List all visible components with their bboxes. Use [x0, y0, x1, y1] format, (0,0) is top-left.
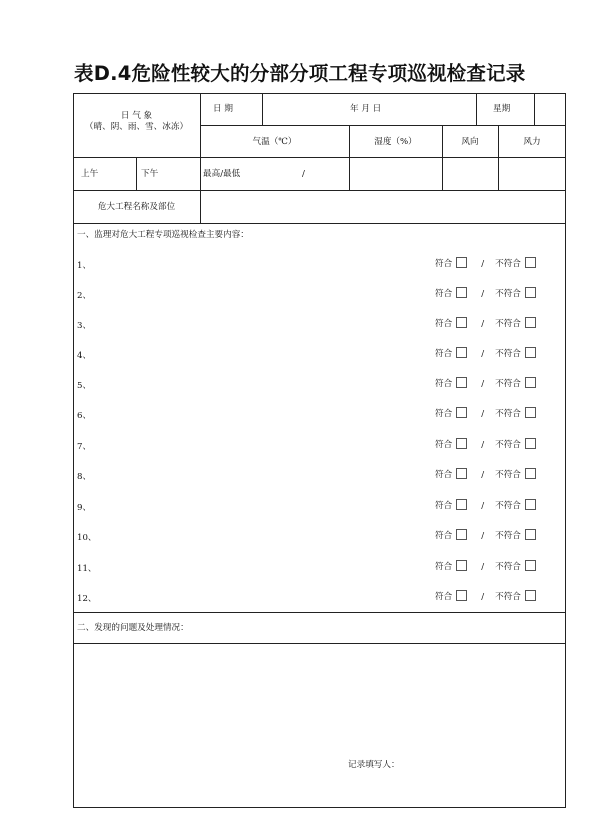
option-separator: / [481, 379, 485, 389]
section-divider-1 [73, 612, 566, 613]
option-separator: / [481, 592, 485, 602]
weather-options-label: （晴、阴、雨、雪、冰冻） [84, 122, 189, 132]
comply-checkbox[interactable] [456, 317, 467, 328]
afternoon-label: 下午 [141, 169, 159, 179]
comply-checkbox[interactable] [456, 377, 467, 388]
check-item-row [73, 317, 566, 331]
col-divider-date-label [262, 93, 263, 125]
check-item-number: 11、 [77, 564, 97, 574]
noncomply-checkbox[interactable] [525, 499, 536, 510]
option-separator: / [481, 440, 485, 450]
noncomply-checkbox[interactable] [525, 590, 536, 601]
check-item-number: 7、 [77, 442, 92, 452]
comply-label: 符合 [435, 440, 453, 450]
check-options [435, 317, 536, 329]
check-item-row [73, 560, 566, 574]
check-item-number: 3、 [77, 321, 92, 331]
header-divider-4 [73, 223, 566, 224]
problems-handling-field[interactable] [79, 649, 559, 759]
project-name-label: 危大工程名称及部位 [97, 202, 176, 212]
comply-checkbox[interactable] [456, 560, 467, 571]
option-separator: / [481, 289, 485, 299]
comply-checkbox[interactable] [456, 287, 467, 298]
high-low-temperature-label: 最高/最低 [203, 169, 241, 179]
section-1-title: 一、监理对危大工程专项巡视检查主要内容： [77, 230, 249, 240]
comply-checkbox[interactable] [456, 590, 467, 601]
check-item-row [73, 468, 566, 482]
section-2-title: 二、发现的问题及处理情况： [77, 623, 189, 633]
check-options [435, 287, 536, 299]
check-item-number: 4、 [77, 351, 92, 361]
col-divider-wind-direction [442, 125, 443, 190]
noncomply-label: 不符合 [495, 379, 521, 389]
table-border-top [73, 93, 566, 94]
comply-checkbox[interactable] [456, 438, 467, 449]
check-options [435, 590, 536, 602]
comply-label: 符合 [435, 289, 453, 299]
noncomply-checkbox[interactable] [525, 377, 536, 388]
table-border-bottom [73, 807, 566, 808]
recorder-field[interactable] [408, 757, 548, 771]
check-item-number: 9、 [77, 503, 92, 513]
col-divider-morning [136, 157, 137, 190]
comply-label: 符合 [435, 349, 453, 359]
header-divider-1 [200, 125, 566, 126]
page-title: 表D.4危险性较大的分部分项工程专项巡视检查记录 [74, 62, 526, 85]
noncomply-checkbox[interactable] [525, 257, 536, 268]
comply-label: 符合 [435, 409, 453, 419]
noncomply-checkbox[interactable] [525, 529, 536, 540]
check-item-number: 6、 [77, 411, 92, 421]
noncomply-checkbox[interactable] [525, 287, 536, 298]
wind-direction-label: 风向 [461, 137, 479, 147]
check-item-row [73, 407, 566, 421]
weather-label: 日 气 象 [120, 111, 153, 121]
date-value-field[interactable]: 年 月 日 [350, 104, 382, 114]
noncomply-label: 不符合 [495, 470, 521, 480]
check-item-row [73, 347, 566, 361]
inspection-record-form [73, 93, 566, 808]
check-options [435, 438, 536, 450]
option-separator: / [481, 531, 485, 541]
comply-label: 符合 [435, 592, 453, 602]
check-item-number: 10、 [77, 533, 97, 543]
header-divider-3 [73, 190, 566, 191]
option-separator: / [481, 562, 485, 572]
high-low-separator: / [302, 169, 305, 179]
check-options [435, 257, 536, 269]
noncomply-label: 不符合 [495, 440, 521, 450]
col-divider-weather [200, 93, 201, 223]
noncomply-checkbox[interactable] [525, 317, 536, 328]
noncomply-label: 不符合 [495, 531, 521, 541]
option-separator: / [481, 349, 485, 359]
comply-label: 符合 [435, 501, 453, 511]
noncomply-label: 不符合 [495, 409, 521, 419]
check-options [435, 377, 536, 389]
noncomply-checkbox[interactable] [525, 560, 536, 571]
check-options [435, 560, 536, 572]
comply-label: 符合 [435, 319, 453, 329]
check-item-number: 12、 [77, 594, 97, 604]
comply-label: 符合 [435, 379, 453, 389]
noncomply-checkbox[interactable] [525, 438, 536, 449]
option-separator: / [481, 319, 485, 329]
noncomply-label: 不符合 [495, 319, 521, 329]
comply-checkbox[interactable] [456, 499, 467, 510]
check-options [435, 407, 536, 419]
check-item-number: 1、 [77, 261, 92, 271]
comply-checkbox[interactable] [456, 347, 467, 358]
check-item-row [73, 438, 566, 452]
col-divider-weekday-label [476, 93, 477, 125]
check-item-row [73, 257, 566, 271]
check-options [435, 499, 536, 511]
check-item-number: 8、 [77, 472, 92, 482]
noncomply-label: 不符合 [495, 349, 521, 359]
comply-label: 符合 [435, 470, 453, 480]
noncomply-label: 不符合 [495, 259, 521, 269]
check-item-row [73, 590, 566, 604]
project-name-field[interactable] [205, 195, 560, 219]
col-divider-wind-force [498, 125, 499, 190]
col-divider-humidity [349, 125, 350, 190]
comply-checkbox[interactable] [456, 468, 467, 479]
option-separator: / [481, 501, 485, 511]
noncomply-label: 不符合 [495, 289, 521, 299]
check-item-row [73, 499, 566, 513]
temperature-label: 气温（℃） [252, 137, 297, 147]
humidity-label: 湿度（%） [374, 137, 417, 147]
noncomply-checkbox[interactable] [525, 347, 536, 358]
wind-force-label: 风力 [523, 137, 541, 147]
comply-label: 符合 [435, 259, 453, 269]
option-separator: / [481, 409, 485, 419]
date-label: 日 期 [213, 104, 233, 114]
section-divider-2 [73, 643, 566, 644]
check-item-number: 2、 [77, 291, 92, 301]
check-options [435, 529, 536, 541]
weekday-label: 星期 [493, 104, 511, 114]
noncomply-checkbox[interactable] [525, 407, 536, 418]
morning-label: 上午 [81, 169, 99, 179]
check-item-row [73, 529, 566, 543]
check-item-row [73, 377, 566, 391]
noncomply-label: 不符合 [495, 501, 521, 511]
check-options [435, 347, 536, 359]
check-item-number: 5、 [77, 381, 92, 391]
comply-checkbox[interactable] [456, 529, 467, 540]
weekday-value-field[interactable] [538, 105, 562, 115]
noncomply-label: 不符合 [495, 562, 521, 572]
noncomply-label: 不符合 [495, 592, 521, 602]
col-divider-weekday-value [534, 93, 535, 125]
comply-checkbox[interactable] [456, 257, 467, 268]
check-options [435, 468, 536, 480]
recorder-label: 记录填写人： [348, 760, 400, 770]
comply-label: 符合 [435, 531, 453, 541]
header-divider-2 [73, 157, 566, 158]
check-item-row [73, 287, 566, 301]
option-separator: / [481, 259, 485, 269]
comply-label: 符合 [435, 562, 453, 572]
option-separator: / [481, 470, 485, 480]
comply-checkbox[interactable] [456, 407, 467, 418]
noncomply-checkbox[interactable] [525, 468, 536, 479]
